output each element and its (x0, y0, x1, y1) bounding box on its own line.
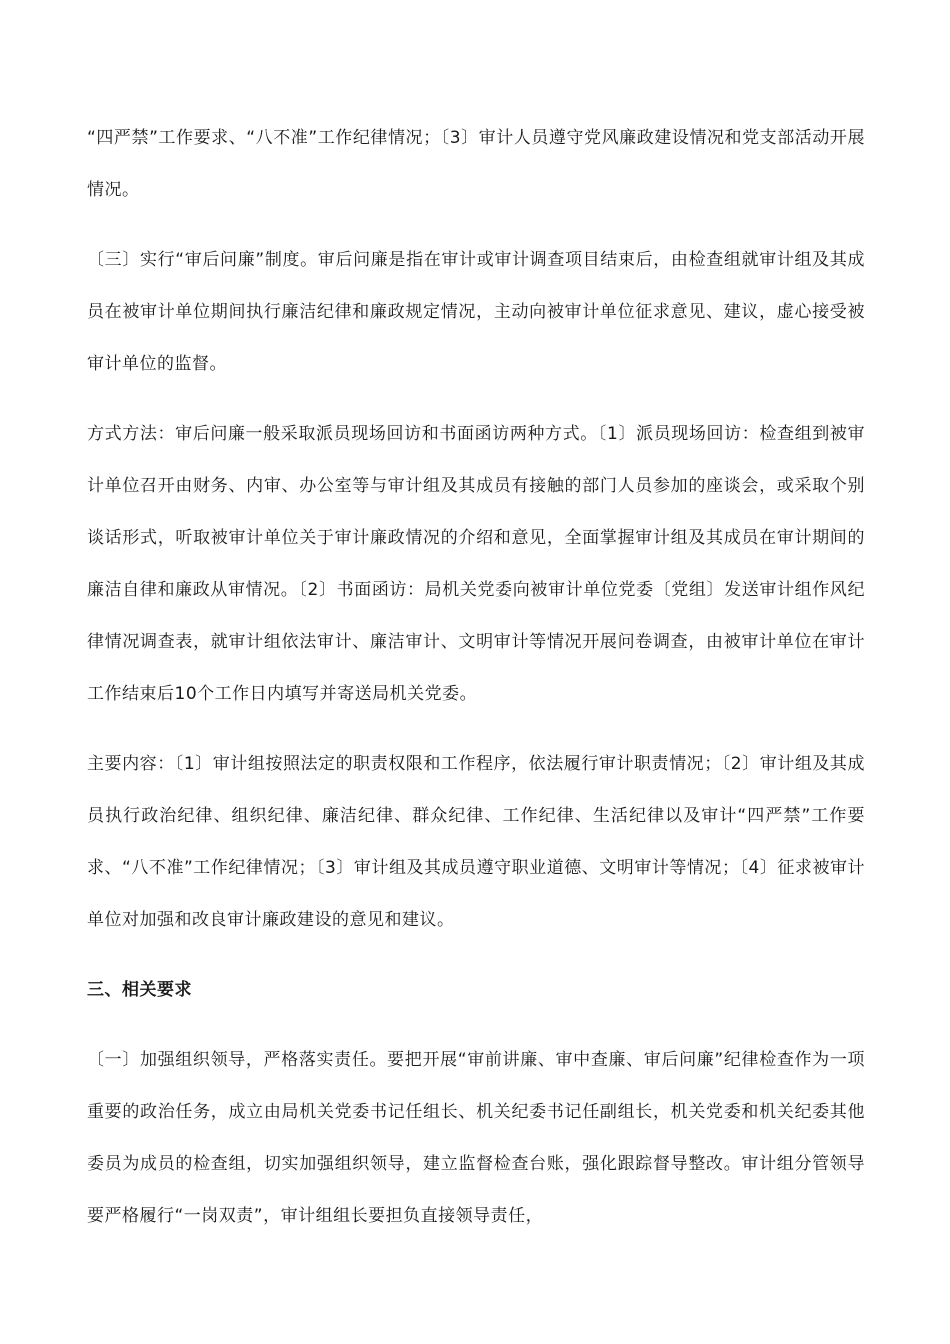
paragraph-methods: 方式方法：审后问廉一般采取派员现场回访和书面函访两种方式。〔1〕派员现场回访：检查组到被审计单位召开由财务、内审、办公室等与审计组及其成员有接触的部门人员参加的座谈会，或采取个别谈话形式，听取被审计单位关于审计廉政情况的介绍和意见，全面掌握审计组及其成员在审计期间的廉洁自律和廉政从审情况。〔2〕书面函访：局机关党委向被审计单位党委〔党组〕发送审计组作风纪律情况调查表，就审计组依法审计、廉洁审计、文明审计等情况开展问卷调查，由被审计单位在审计工作结束后10个工作日内填写并寄送局机关党委。 (87, 424, 865, 704)
document-body (87, 112, 865, 1242)
paragraph-post-audit-inquiry: 〔三〕实行“审后问廉”制度。审后问廉是指在审计或审计调查项目结束后，由检查组就审计组及其成员在被审计单位期间执行廉洁纪律和廉政规定情况，主动向被审计单位征求意见、建议，虚心接受被审计单位的监督。 (87, 250, 865, 374)
paragraph-continued-requirements: “四严禁”工作要求、“八不准”工作纪律情况；〔3〕审计人员遵守党风廉政建设情况和党支部活动开展情况。 (87, 128, 865, 200)
section-heading: 三、相关要求 (87, 980, 192, 1000)
paragraph-main-content: 主要内容：〔1〕审计组按照法定的职责权限和工作程序，依法履行审计职责情况；〔2〕审计组及其成员执行政治纪律、组织纪律、廉洁纪律、群众纪律、工作纪律、生活纪律以及审计“四严禁”工作要求、“八不准”工作纪律情况；〔3〕审计组及其成员遵守职业道德、文明审计等情况；〔4〕征求被审计单位对加强和改良审计廉政建设的意见和建议。 (87, 754, 865, 930)
paragraph-organization-leadership: 〔一〕加强组织领导，严格落实责任。要把开展“审前讲廉、审中查廉、审后问廉”纪律检查作为一项重要的政治任务，成立由局机关党委书记任组长、机关纪委书记任副组长，机关党委和机关纪委其他委员为成员的检查组，切实加强组织领导，建立监督检查台账，强化跟踪督导整改。审计组分管领导要严格履行“一岗双责”，审计组组长要担负直接领导责任， (87, 1050, 865, 1226)
